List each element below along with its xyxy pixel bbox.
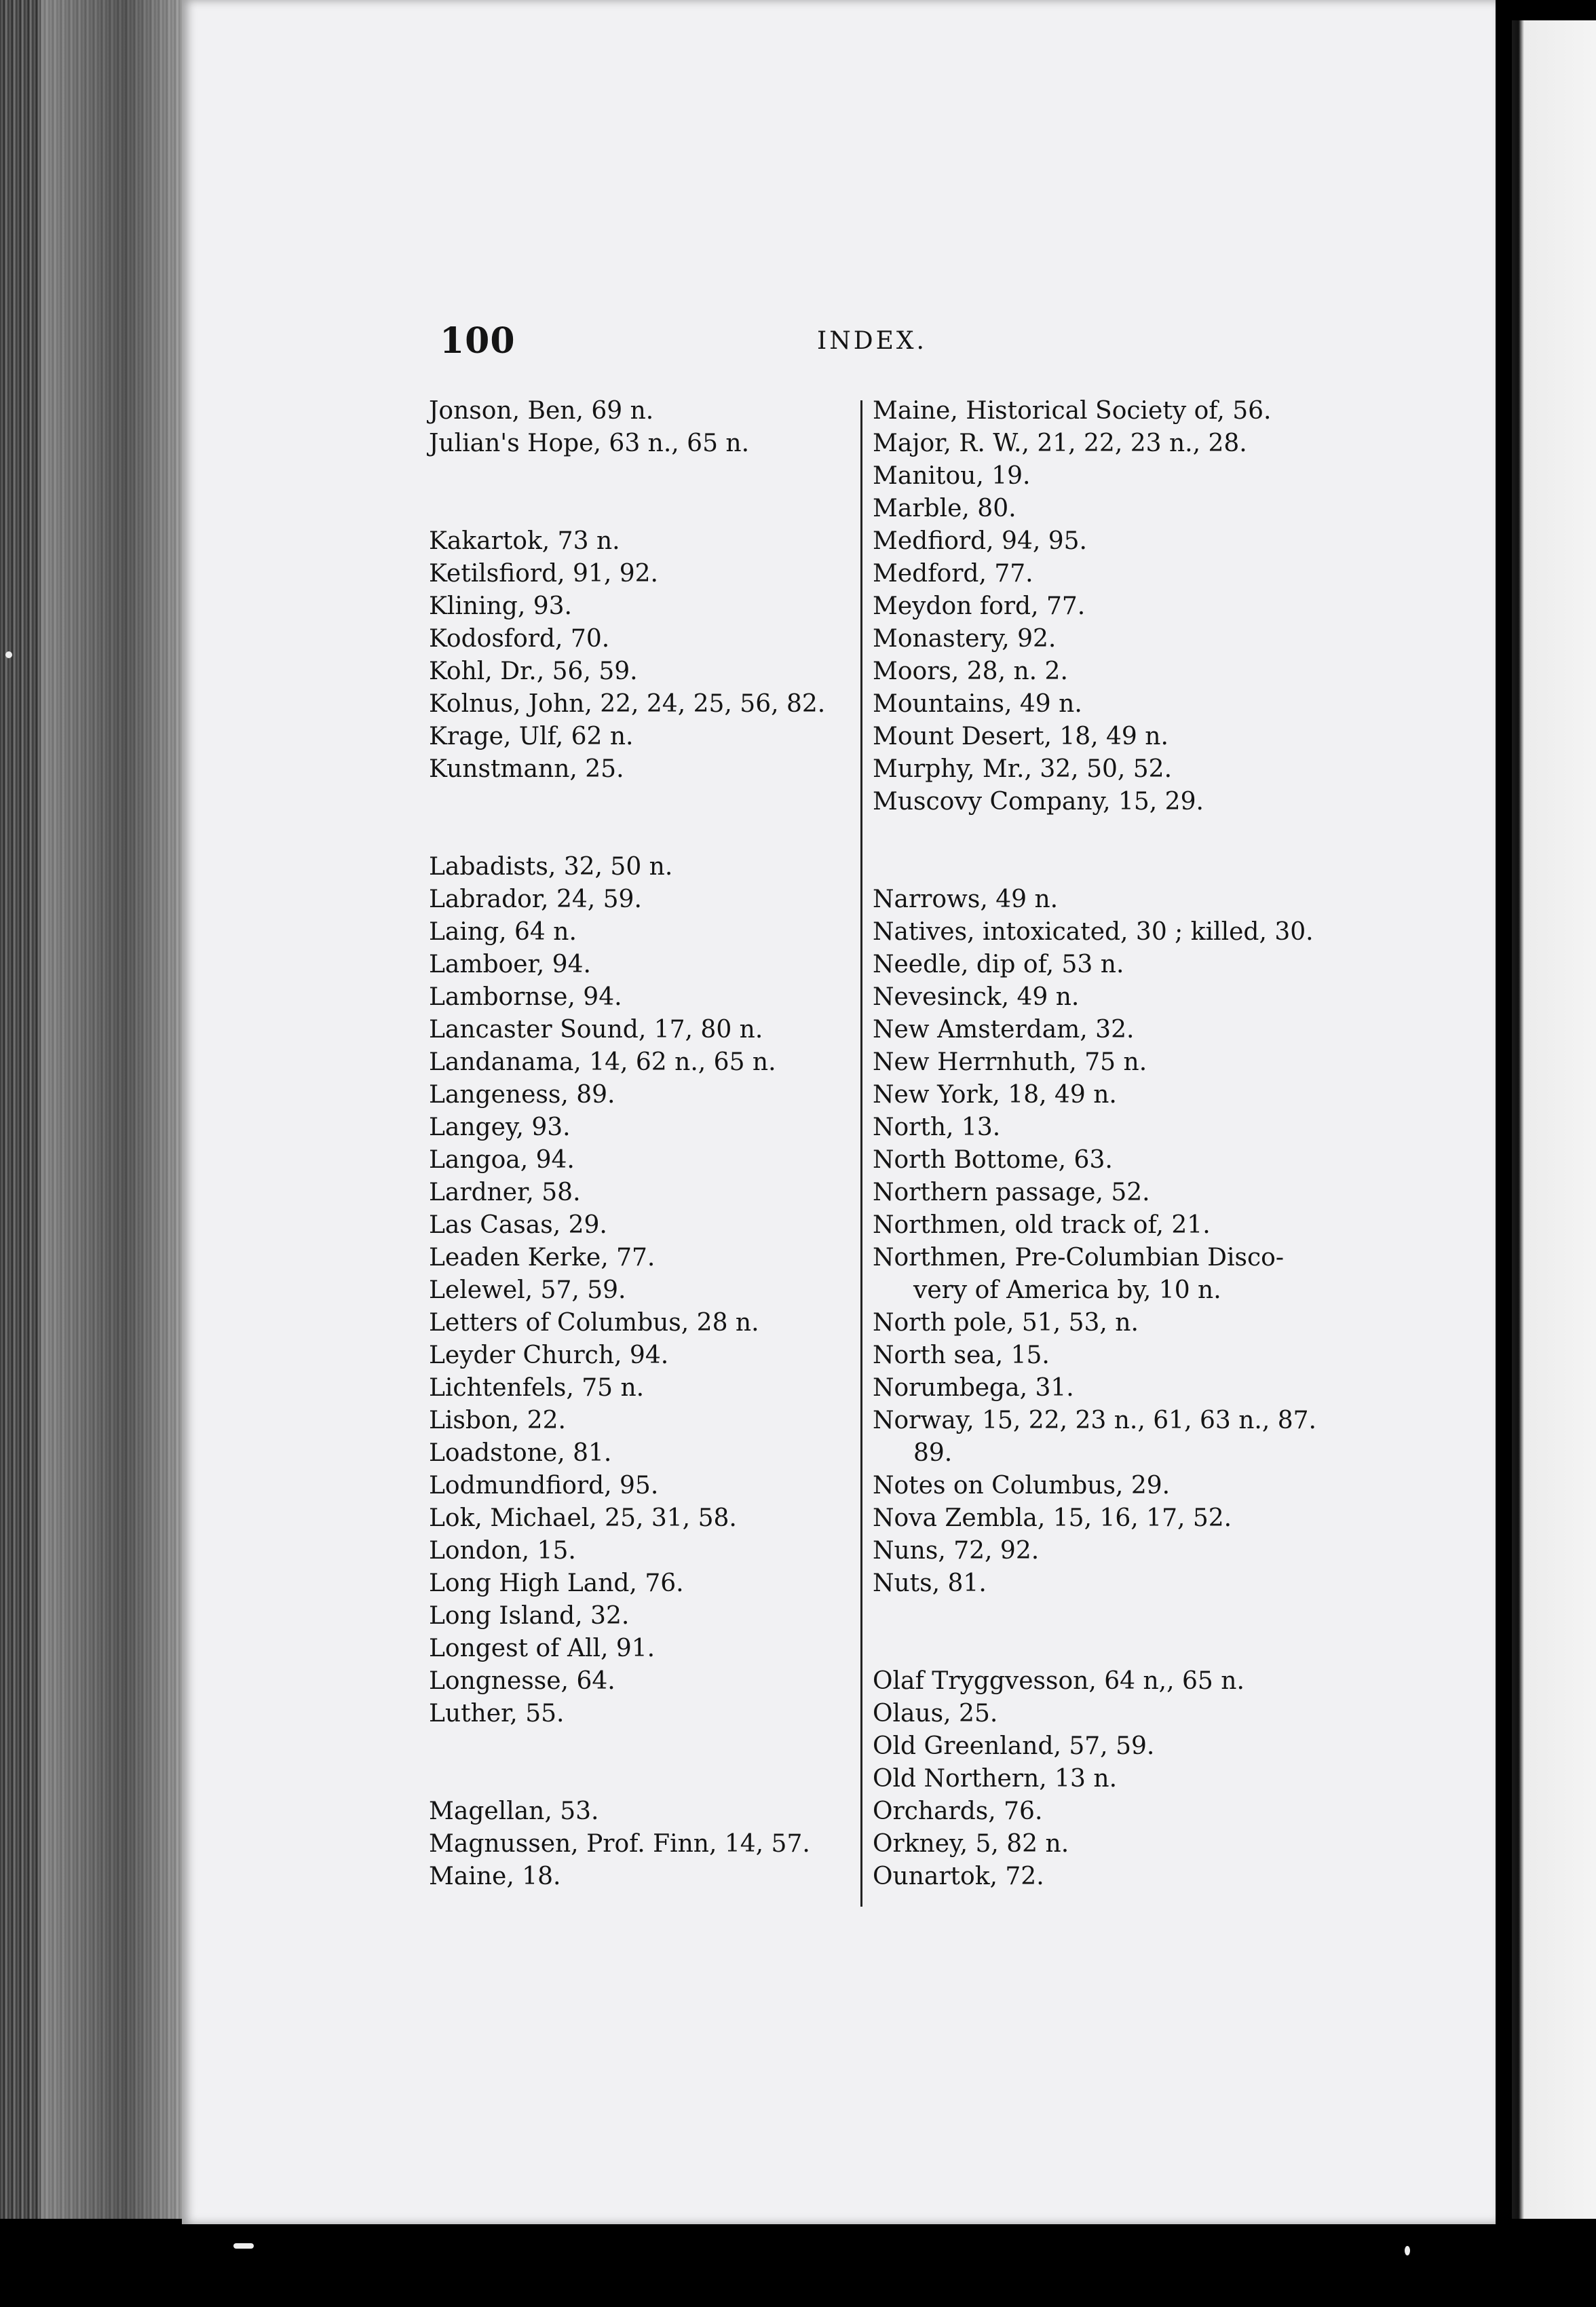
index-entry: Orkney, 5, 82 n. [873, 1830, 1069, 1858]
index-entry: Kakartok, 73 n. [429, 527, 620, 555]
letter-group-gap [873, 1600, 1307, 1665]
index-entry: Moors, 28, n. 2. [873, 657, 1068, 685]
index-entry: Letters of Columbus, 28 n. [429, 1309, 759, 1337]
index-entry: Kunstmann, 25. [429, 755, 624, 783]
index-entry: New Amsterdam, 32. [873, 1016, 1135, 1044]
index-entry: Langeness, 89. [429, 1081, 615, 1109]
index-entry: Landanama, 14, 62 n., 65 n. [429, 1048, 776, 1076]
index-entry: Olaf Tryggvesson, 64 n,, 65 n. [873, 1667, 1244, 1695]
index-entry: London, 15. [429, 1537, 576, 1565]
index-entry: North pole, 51, 53, n. [873, 1309, 1139, 1337]
index-entry: Nevesinck, 49 n. [873, 983, 1080, 1011]
index-entry: Longest of All, 91. [429, 1635, 656, 1662]
index-entry: Kolnus, John, 22, 24, 25, 56, 82. [429, 690, 826, 718]
index-entry: New York, 18, 49 n. [873, 1081, 1117, 1109]
index-entry: Labrador, 24, 59. [429, 885, 642, 913]
index-column-right [873, 395, 1316, 1893]
index-entry: Needle, dip of, 53 n. [873, 951, 1124, 978]
index-entry: Julian's Hope, 63 n., 65 n. [429, 430, 750, 457]
index-entry: Manitou, 19. [873, 462, 1031, 490]
index-entry: Natives, intoxicated, 30 ; killed, 30. [873, 918, 1314, 946]
index-entry: Kodosford, 70. [429, 625, 610, 653]
letter-group-gap [873, 818, 1307, 883]
index-entry: Medford, 77. [873, 560, 1033, 588]
index-entry: Narrows, 49 n. [873, 885, 1059, 913]
index-entry: Olaus, 25. [873, 1700, 998, 1728]
index-entry: Magnussen, Prof. Finn, 14, 57. [429, 1830, 810, 1858]
letter-group-gap [429, 786, 850, 851]
index-entry: Lamboer, 94. [429, 951, 591, 978]
index-entry: Meydon ford, 77. [873, 592, 1086, 620]
index-entry: Old Northern, 13 n. [873, 1765, 1118, 1793]
index-entry: Krage, Ulf, 62 n. [429, 723, 634, 750]
index-entry: Nuts, 81. [873, 1569, 987, 1597]
facing-page-edge [1512, 20, 1596, 2219]
index-entry: Orchards, 76. [873, 1797, 1043, 1825]
index-entry: North sea, 15. [873, 1341, 1050, 1369]
index-entry: Medfiord, 94, 95. [873, 527, 1087, 555]
dust-speck [5, 651, 12, 658]
dust-speck [233, 2243, 254, 2249]
index-entry: Nova Zembla, 15, 16, 17, 52. [873, 1504, 1232, 1532]
index-entry: Jonson, Ben, 69 n. [429, 397, 654, 425]
index-entry: Muscovy Company, 15, 29. [873, 788, 1204, 816]
index-entry: 89. [913, 1439, 953, 1467]
index-entry: Las Casas, 29. [429, 1211, 607, 1239]
page-number: 100 [440, 320, 516, 362]
index-entry: Maine, Historical Society of, 56. [873, 397, 1272, 425]
column-divider [860, 400, 862, 1907]
letter-group-gap [429, 460, 850, 525]
index-entry: Lisbon, 22. [429, 1407, 566, 1434]
index-entry: Marble, 80. [873, 495, 1016, 522]
index-entry: Langey, 93. [429, 1113, 571, 1141]
index-entry: Lok, Michael, 25, 31, 58. [429, 1504, 737, 1532]
index-entry: Lodmundfiord, 95. [429, 1472, 659, 1500]
index-entry: Loadstone, 81. [429, 1439, 612, 1467]
index-entry: Mount Desert, 18, 49 n. [873, 723, 1168, 750]
index-entry: Ketilsfiord, 91, 92. [429, 560, 658, 588]
index-entry: Magellan, 53. [429, 1797, 599, 1825]
index-entry: Longnesse, 64. [429, 1667, 615, 1695]
dust-speck [1405, 2246, 1410, 2255]
page-edge-shade [41, 0, 182, 2219]
index-entry: North, 13. [873, 1113, 1001, 1141]
index-entry: Lancaster Sound, 17, 80 n. [429, 1016, 763, 1044]
index-entry: Langoa, 94. [429, 1146, 575, 1174]
index-entry: Norumbega, 31. [873, 1374, 1074, 1402]
page-header [440, 320, 928, 375]
index-entry: Murphy, Mr., 32, 50, 52. [873, 755, 1173, 783]
index-column-left [429, 395, 850, 1893]
index-entry: Notes on Columbus, 29. [873, 1472, 1171, 1500]
index-entry: Long High Land, 76. [429, 1569, 684, 1597]
index-entry: North Bottome, 63. [873, 1146, 1113, 1174]
index-entry: Northmen, Pre-Columbian Disco- [873, 1244, 1285, 1272]
index-entry: Old Greenland, 57, 59. [873, 1732, 1155, 1760]
index-entry: Labadists, 32, 50 n. [429, 853, 673, 881]
index-entry: Leyder Church, 94. [429, 1341, 669, 1369]
index-entry: Kohl, Dr., 56, 59. [429, 657, 638, 685]
index-entry: Lardner, 58. [429, 1179, 581, 1206]
index-entry: Klining, 93. [429, 592, 572, 620]
index-entry: Long Island, 32. [429, 1602, 630, 1630]
index-entry: Monastery, 92. [873, 625, 1057, 653]
index-entry: very of America by, 10 n. [913, 1276, 1221, 1304]
index-entry: Nuns, 72, 92. [873, 1537, 1040, 1565]
index-entry: Lambornse, 94. [429, 983, 622, 1011]
index-entry: Leaden Kerke, 77. [429, 1244, 656, 1272]
index-entry: Lelewel, 57, 59. [429, 1276, 626, 1304]
index-entry: Norway, 15, 22, 23 n., 61, 63 n., 87. [873, 1407, 1316, 1434]
letter-group-gap [429, 1730, 850, 1795]
running-head: INDEX. [817, 327, 927, 355]
index-entry: New Herrnhuth, 75 n. [873, 1048, 1147, 1076]
index-entry: Major, R. W., 21, 22, 23 n., 28. [873, 430, 1247, 457]
index-entry: Ounartok, 72. [873, 1863, 1044, 1890]
index-entry: Lichtenfels, 75 n. [429, 1374, 645, 1402]
index-entry: Northmen, old track of, 21. [873, 1211, 1211, 1239]
index-entry: Laing, 64 n. [429, 918, 577, 946]
index-entry: Northern passage, 52. [873, 1179, 1150, 1206]
index-entry: Mountains, 49 n. [873, 690, 1082, 718]
index-entry: Maine, 18. [429, 1863, 561, 1890]
index-entry: Luther, 55. [429, 1700, 565, 1728]
